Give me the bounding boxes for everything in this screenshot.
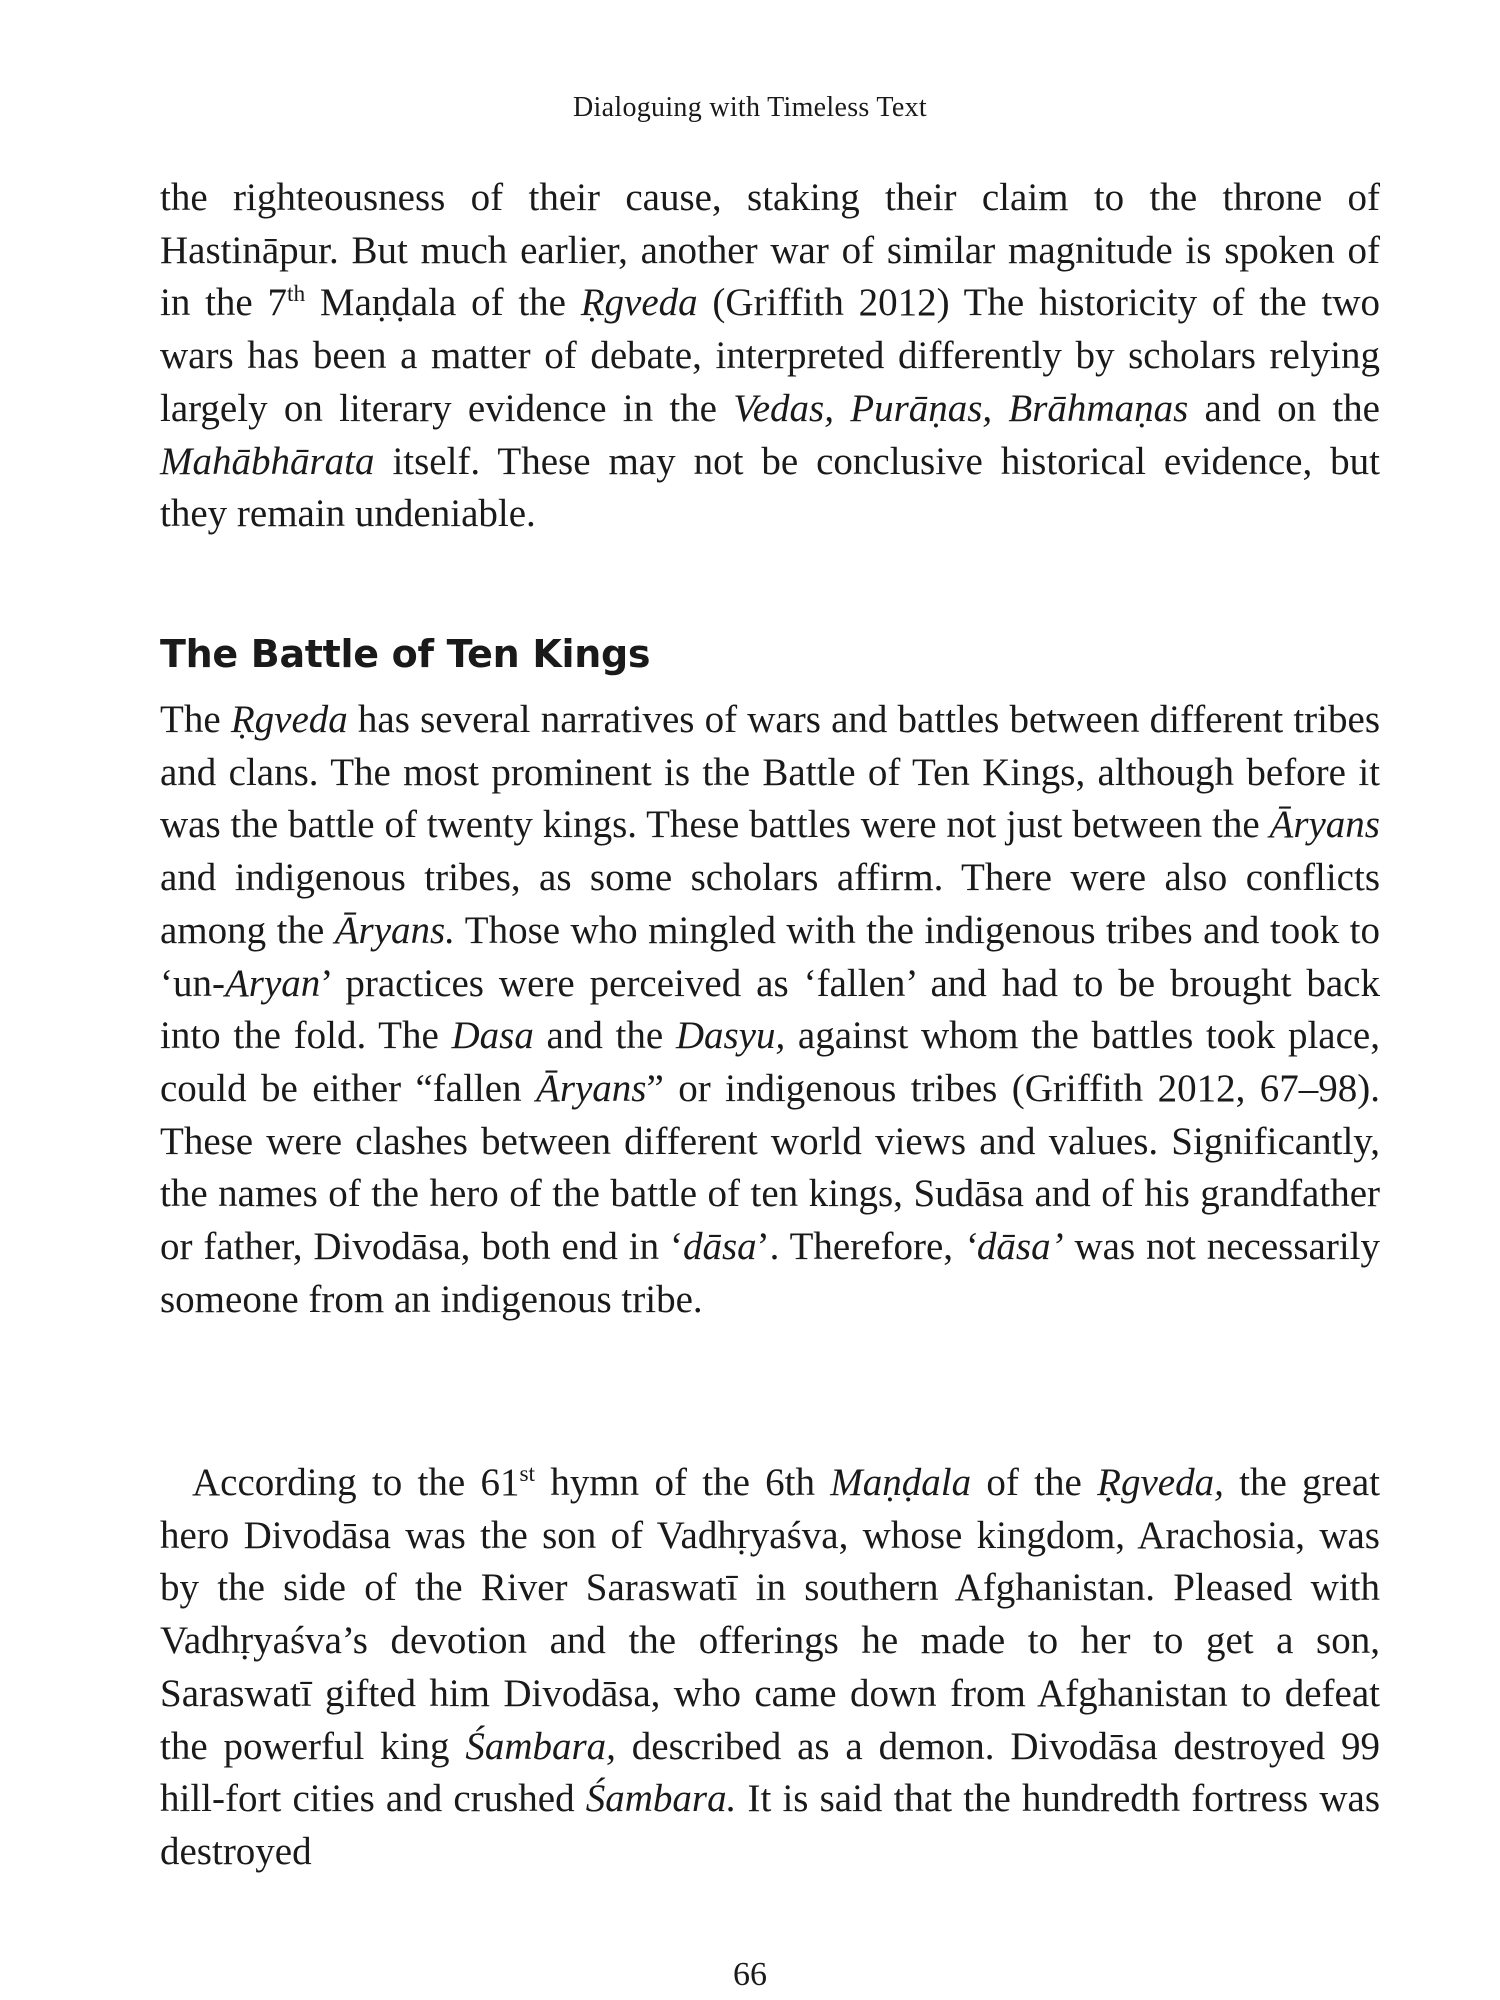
italic-term: Mahābhārata <box>160 439 375 483</box>
page-number: 66 <box>733 1956 767 1993</box>
italic-term: Aryan <box>224 961 321 1005</box>
text-run: against whom the battles took place, could be either “fallen <box>160 1014 1380 1110</box>
italic-term: ‘dāsa’ <box>963 1225 1064 1269</box>
paragraph-divodasa <box>160 1457 1380 1879</box>
text-run: the righteousness of their cause, staking their claim to the throne of Hastināpur. But much earlier, another war of similar magnitude is spoken of in the 7 <box>160 176 1380 325</box>
text-run: the great hero Divodāsa was the son of Vadhṛyaśva, whose kingdom, Arachosia, was by the side of the River Saraswatī in southern Afghanistan. Pleased with Vadhṛyaśva’s devotion and the offerings he made to her to get a son, Saraswatī gifted him Divodāsa, who came down from Afghanistan to defeat the powerful king <box>160 1461 1380 1768</box>
text-run: The <box>160 698 231 741</box>
section-heading: The Battle of Ten Kings <box>160 632 651 676</box>
paragraph-battle <box>160 694 1380 1326</box>
running-head: Dialoguing with Timeless Text <box>573 92 927 123</box>
text-run: has several narratives of wars and battles between different tribes and clans. The most prominent is the Battle of Ten Kings, although before it was the battle of twenty kings. These battles were not just between the <box>160 698 1380 847</box>
text-run: and the <box>533 1014 676 1058</box>
text-run: According to the 61 <box>192 1461 520 1504</box>
italic-term: Ṛgveda <box>580 281 698 325</box>
superscript: th <box>286 281 306 308</box>
text-run: ” or indigenous tribes (Griffith 2012, 67–98). These were clashes between different world views and values. Significantly, the names of the hero of the battle of ten kings, Sudāsa and of his grandfather or father, Divodāsa, both end in ‘ <box>160 1066 1380 1269</box>
text-run: itself. These may not be conclusive historical evidence, but they remain undeniable. <box>160 439 1380 536</box>
text-run: and indigenous tribes, as some scholars affirm. There were also conflicts among the <box>160 856 1380 952</box>
italic-term: dāsa <box>682 1225 757 1269</box>
text-run: and on the <box>1188 386 1380 430</box>
italic-term: Āryans <box>1269 803 1380 847</box>
text-run: (Griffith 2012) The historicity of the two wars has been a matter of debate, interpreted differently by scholars relying largely on literary evidence in the <box>160 281 1380 430</box>
text-run: It is said that the hundredth fortress was destroyed <box>160 1777 1381 1873</box>
italic-term: Ṛgveda <box>230 698 348 741</box>
italic-term: Śambara. <box>585 1777 737 1821</box>
text-run: was not necessarily someone from an indigenous tribe. <box>160 1225 1381 1321</box>
italic-term: Maṇḍala <box>830 1461 972 1504</box>
text-run: ’ practices were perceived as ‘fallen’ and had to be brought back into the fold. The <box>160 961 1380 1058</box>
italic-term: Āryans. <box>334 908 455 952</box>
superscript: st <box>519 1461 536 1487</box>
text-run: of the <box>971 1461 1098 1504</box>
paragraph-intro <box>160 172 1380 541</box>
italic-term: Śambara, <box>465 1724 616 1768</box>
italic-term: Dasyu, <box>675 1014 786 1058</box>
italic-term: Dasa <box>451 1014 534 1058</box>
text-run: described as a demon. Divodāsa destroyed 99 hill-fort cities and crushed <box>160 1724 1380 1821</box>
italic-term: Ṛgveda, <box>1097 1461 1224 1504</box>
text-run: Those who mingled with the indigenous tribes and took to ‘un- <box>160 908 1380 1005</box>
italic-term: Vedas, Purāṇas, Brāhmaṇas <box>733 386 1189 430</box>
italic-term: Āryans <box>536 1066 647 1110</box>
text-run: hymn of the 6th <box>535 1461 831 1504</box>
text-run: ’. Therefore, <box>756 1225 964 1269</box>
text-run: Maṇḍala of the <box>305 281 581 325</box>
